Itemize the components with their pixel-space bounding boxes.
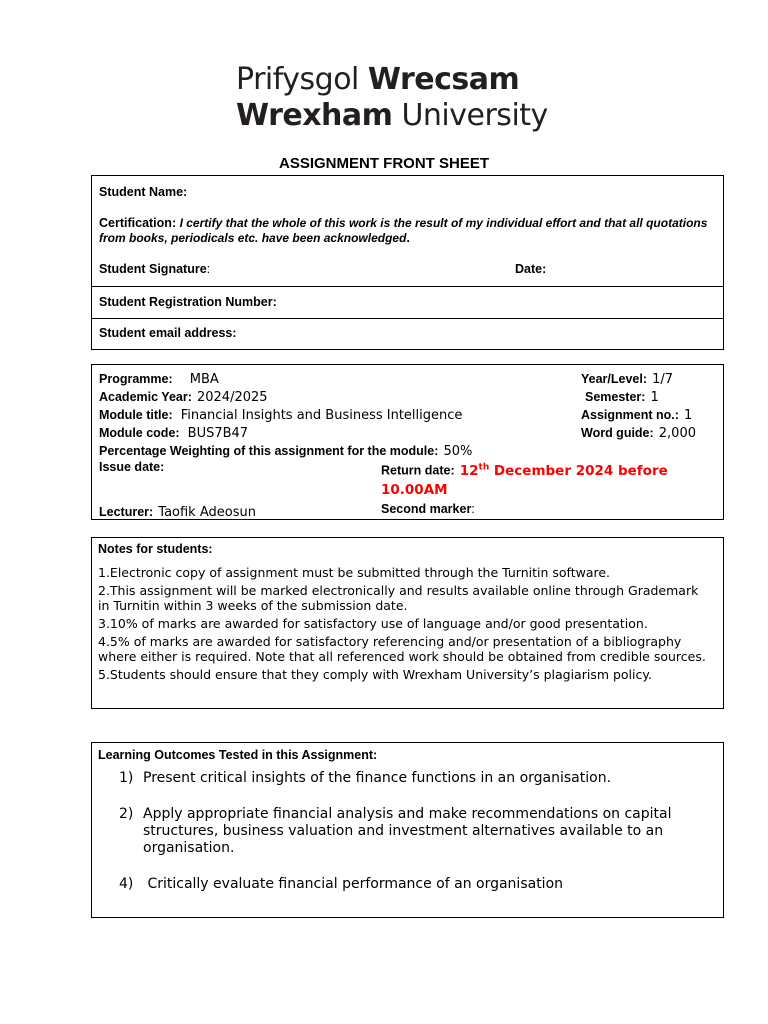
weighting-row [99,440,472,459]
programme-value: MBA [189,372,219,387]
word-guide-label: Word guide: [581,426,654,440]
semester-label: Semester: [585,390,646,404]
list-item: 4.5% of marks are awarded for satisfactory referencing and/or presentation of a bibliography where either is required. Note that all referenced work should be obtained from credible sources. [98,634,706,664]
assignment-no-row [581,404,692,423]
email-address-label: Student email address: [99,326,237,340]
outcome-text: Apply appropriate financial analysis and make recommendations on capital structures, business valuation and investment alternatives available to an organisation. [143,806,672,856]
module-code-label: Module code: [99,426,180,440]
programme-label: Programme: [99,372,173,386]
list-item [119,876,699,893]
list-item: 3.10% of marks are awarded for satisfactory use of language and/or good presentation. [98,616,648,631]
learning-outcomes-heading: Learning Outcomes Tested in this Assignment: [98,748,378,762]
outcome-number: 1) [119,770,134,786]
logo-line-english: Wrexham University [236,98,548,133]
return-date-label: Return date: [381,463,455,478]
date-label: Date: [515,262,547,276]
module-code-value: BUS7B47 [187,426,249,441]
assignment-no-value: 1 [684,408,693,423]
student-details-box [91,175,724,350]
module-title-value: Financial Insights and Business Intelligence [180,408,463,423]
return-date-row [381,459,668,499]
semester-row [585,386,659,405]
list-item [119,806,699,857]
module-code-row [99,422,248,441]
student-signature-label: Student Signature: [99,262,211,276]
notes-heading: Notes for students: [98,542,213,556]
issue-date-label: Issue date: [99,460,165,474]
page-title: ASSIGNMENT FRONT SHEET [278,155,489,172]
list-item [119,770,699,787]
notes-list [98,565,708,685]
logo-line-welsh: Prifysgol Wrecsam [236,62,520,97]
learning-outcomes-box [91,742,724,918]
lecturer-value: Taofik Adeosun [158,505,256,520]
academic-year-row [99,386,268,405]
year-level-value: 1/7 [652,372,674,387]
lecturer-row [99,501,256,520]
return-date-value: 12th December 2024 before [459,462,668,479]
assignment-no-label: Assignment no.: [581,408,679,422]
learning-outcomes-list [119,770,699,893]
module-title-row [99,404,462,423]
outcome-text: Critically evaluate financial performance of an organisation [143,876,564,892]
list-item: 1.Electronic copy of assignment must be submitted through the Turnitin software. [98,565,611,580]
student-name-label: Student Name: [99,185,188,199]
weighting-label: Percentage Weighting of this assignment for the module: [99,444,439,458]
divider [92,286,723,287]
certification-text: I certify that the whole of this work is the result of my individual effort and that all quotations from books, periodicals etc. have been acknowledged [99,216,708,245]
word-guide-value: 2,000 [658,426,696,441]
year-level-row [581,368,673,387]
certification-label: Certification [99,216,172,230]
list-item: 2.This assignment will be marked electronically and results available online through Grademark in Turnitin within 3 weeks of the submission date. [98,583,699,613]
notes-for-students-box [91,537,724,709]
academic-year-value: 2024/2025 [196,390,268,405]
lecturer-label: Lecturer: [99,505,154,519]
academic-year-label: Academic Year: [99,390,192,404]
outcome-number: 4) [119,876,134,892]
list-item: 5.Students should ensure that they comply with Wrexham University’s plagiarism policy. [98,667,652,682]
year-level-label: Year/Level: [581,372,648,386]
university-logo [236,62,548,134]
outcome-number: 2) [119,806,134,822]
module-details-box [91,364,724,520]
semester-value: 1 [650,390,659,405]
return-date-time: 10.00AM [381,481,448,498]
certification-statement: Certification: I certify that the whole of this work is the result of my individual effort and that all quotations from books, periodicals etc. have been acknowledged. [99,216,708,245]
module-title-label: Module title: [99,408,173,422]
programme-row [99,368,219,387]
registration-number-label: Student Registration Number: [99,295,277,309]
outcome-text: Present critical insights of the finance functions in an organisation. [143,770,612,786]
word-guide-row [581,422,696,441]
weighting-value: 50% [443,444,473,459]
divider [92,318,723,319]
second-marker-label: Second marker: [381,502,475,516]
